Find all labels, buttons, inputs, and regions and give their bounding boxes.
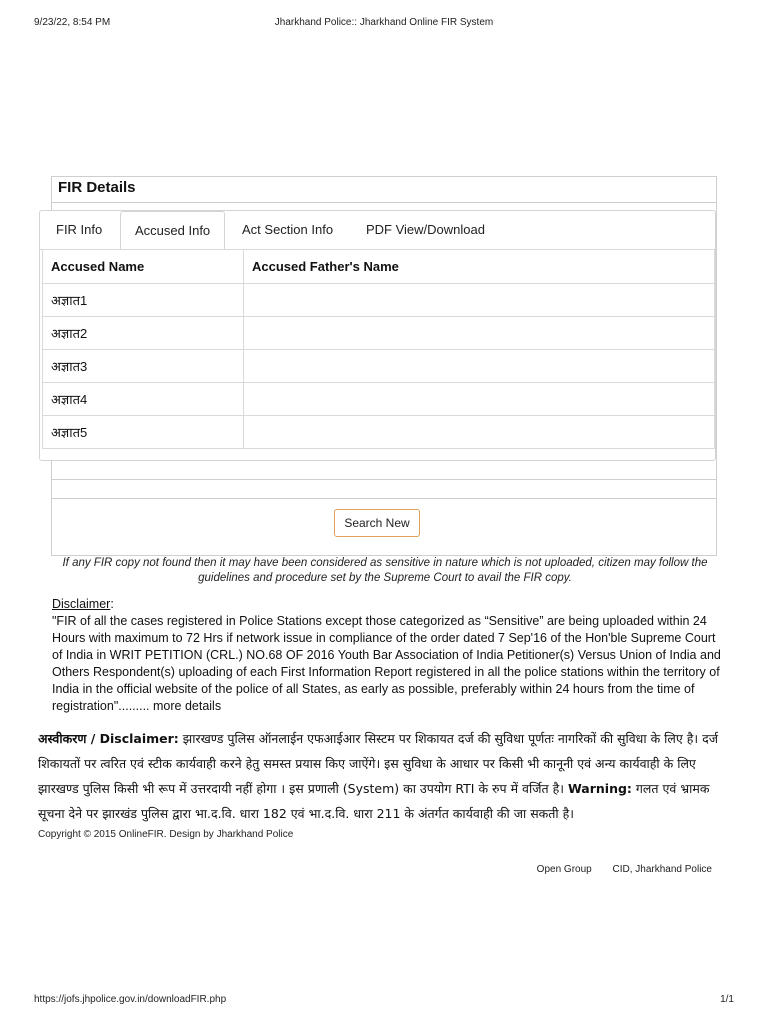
accused-name-cell: अज्ञात1: [43, 284, 244, 317]
accused-father-name-cell: [244, 350, 715, 383]
copyright-text: Copyright © 2015 OnlineFIR. Design by Jharkhand Police: [38, 829, 294, 840]
accused-father-name-cell: [244, 317, 715, 350]
table-row: [43, 284, 715, 317]
accused-name-cell: अज्ञात5: [43, 416, 244, 449]
print-page-title: Jharkhand Police:: Jharkhand Online FIR System: [274, 17, 494, 28]
fir-availability-note: If any FIR copy not found then it may have been considered as sensitive in nature which is not uploaded, citizen may follow the guidelines and procedure set by the Supreme Court to avail the FIR copy.: [62, 557, 708, 584]
print-page-number: 1/1: [720, 994, 734, 1005]
print-date: 9/23/22, 8:54 PM: [34, 17, 111, 28]
table-row: [43, 350, 715, 383]
table-row: [43, 317, 715, 350]
accused-table: [42, 249, 715, 449]
footer-links: [519, 864, 712, 875]
warning-label: Warning:: [567, 781, 632, 796]
table-row: [43, 416, 715, 449]
tab-bar: [40, 211, 715, 250]
print-url: https://jofs.jhpolice.gov.in/downloadFIR.php: [34, 994, 227, 1005]
panel-footer-strip: [51, 461, 717, 499]
column-header-accused-father-name: Accused Father's Name: [244, 250, 715, 284]
tabs-container: [39, 210, 716, 461]
search-new-button[interactable]: Search New: [334, 509, 420, 537]
tab-act-section-info[interactable]: Act Section Info: [242, 222, 334, 237]
footer-link-open-group[interactable]: Open Group: [536, 864, 592, 875]
hindi-disclaimer-text: झारखण्ड पुलिस ऑनलाईन एफआईआर सिस्टम पर शिकायत दर्ज की सुविधा पूर्णतः नागरिकों की सुविधा के लिए है। दर्ज शिकायतों पर त्वरित एवं स्टीक कार्यवाही करने हेतु समस्त प्रयास किए जाऐंगे। इस सुविधा के आधार पर किसी भी कानूनी एवं अन्य कार्यवाही के लिए झारखण्ड पुलिस किसी भी रूप में उत्तरदायी नहीं होगा । इस प्रणाली (System) का उपयोग RTI के रुप में वर्जित है।: [38, 731, 719, 796]
hindi-disclaimer: [38, 726, 718, 826]
english-disclaimer: [52, 596, 722, 715]
panel-title: FIR Details: [52, 177, 716, 203]
accused-name-cell: अज्ञात3: [43, 350, 244, 383]
tab-fir-info[interactable]: FIR Info: [56, 222, 103, 237]
accused-father-name-cell: [244, 383, 715, 416]
table-header-row: [43, 250, 715, 284]
warning-text: गलत एवं भ्रामक सूचना देने पर झारखंड पुलिस द्वारा भा.द.वि. धारा 182 एवं भा.द.वि. धारा 211 के अंतर्गत कार्यवाही की जा सकती है।: [38, 781, 710, 821]
accused-father-name-cell: [244, 416, 715, 449]
accused-name-cell: अज्ञात4: [43, 383, 244, 416]
accused-name-cell: अज्ञात2: [43, 317, 244, 350]
accused-father-name-cell: [244, 284, 715, 317]
column-header-accused-name: Accused Name: [43, 250, 244, 284]
tab-accused-info[interactable]: Accused Info: [120, 211, 225, 250]
hindi-disclaimer-label: अस्वीकरण / Disclaimer:: [38, 731, 179, 746]
disclaimer-title: Disclaimer: [52, 597, 111, 611]
tab-pdf-view-download[interactable]: PDF View/Download: [366, 222, 485, 237]
table-row: [43, 383, 715, 416]
disclaimer-colon: :: [110, 597, 114, 611]
disclaimer-text: "FIR of all the cases registered in Police Stations except those categorized as “Sensitive” are being uploaded within 24 Hours with maximum to 72 Hrs if network issue in compliance of the order dated 7 Sep'16 of the Hon'ble Supreme Court of India in WRIT PETITION (CRL.) NO.68 OF 2016 Youth Bar Association of India Petitioner(s) Versus Union of India and Others Respondent(s) uploading of each First Information Report registered in all the police stations within the territory of India in the official website of the police of all States, as early as possible, preferably within 24 hours from the time of registration"......... more details: [52, 614, 721, 713]
footer-link-cid-jharkhand-police[interactable]: CID, Jharkhand Police: [612, 864, 712, 875]
